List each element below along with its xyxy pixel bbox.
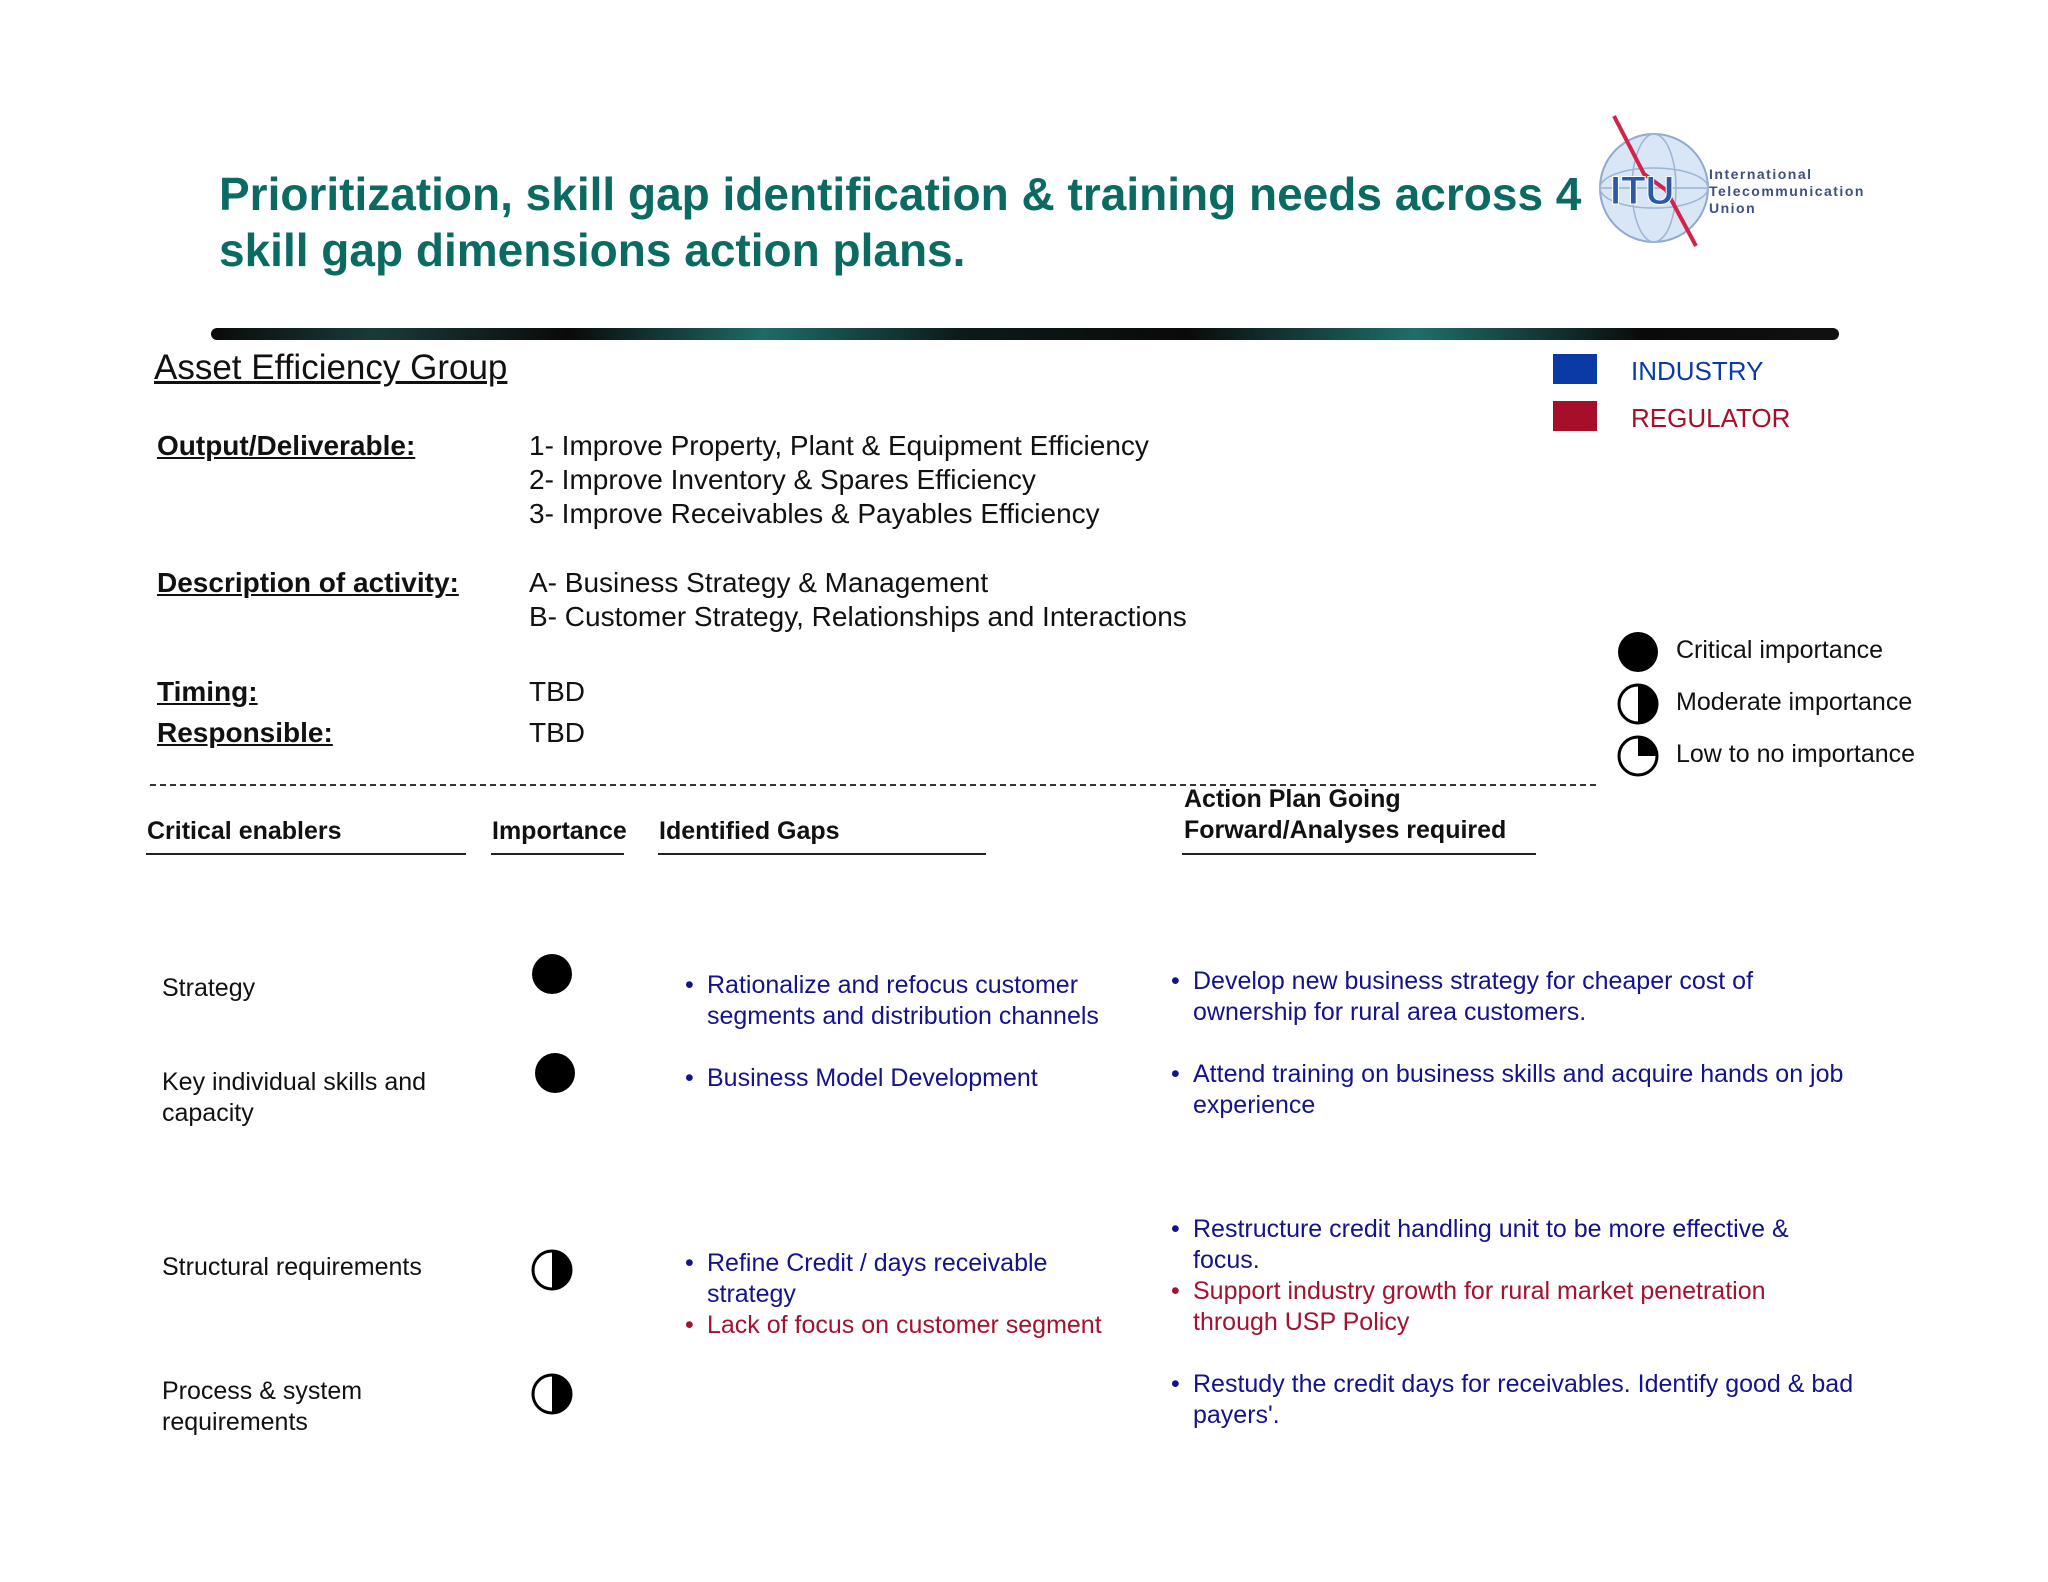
low-importance-label: Low to no importance xyxy=(1676,740,1916,768)
enabler-strategy xyxy=(162,973,255,1004)
action-item: • Attend training on business skills and acquire hands on job experience xyxy=(1171,1060,1844,1119)
gap-item-regulator: • Lack of focus on customer segment xyxy=(685,1311,1102,1339)
enabler-structural xyxy=(162,1252,422,1283)
gap-line: strategy xyxy=(707,1280,796,1308)
header-underline xyxy=(491,853,624,855)
action-line: Attend training on business skills and acquire hands on job xyxy=(1193,1060,1844,1088)
action-line: ownership for rural area customers. xyxy=(1193,998,1587,1026)
enabler-line: capacity xyxy=(162,1099,254,1127)
header-underline xyxy=(1182,853,1536,855)
gap-item: • Business Model Development xyxy=(685,1064,1038,1092)
enabler-key-skills xyxy=(162,1067,426,1129)
enabler-line: Structural requirements xyxy=(162,1253,422,1281)
responsible-label: Responsible: xyxy=(157,717,333,748)
action-item: • Develop new business strategy for cheaper cost of ownership for rural area customers. xyxy=(1171,967,1754,1026)
gap-item: • Rationalize and refocus customer segments and distribution channels xyxy=(685,971,1099,1030)
header-underline xyxy=(146,853,466,855)
action-item: • Restudy the credit days for receivables. Identify good & bad payers'. xyxy=(1171,1370,1854,1429)
action-item: • Restructure credit handling unit to be more effective & focus. xyxy=(1171,1215,1789,1274)
header-action-plan xyxy=(1184,784,1506,846)
critical-importance-label: Critical importance xyxy=(1676,636,1884,664)
critical-importance-icon xyxy=(534,1052,576,1094)
itu-word: Union xyxy=(1709,200,1757,216)
itu-abbr: ITU xyxy=(1610,169,1675,213)
output-label: Output/Deliverable: xyxy=(157,430,416,461)
description-item: A- Business Strategy & Management xyxy=(529,567,989,598)
header-action-plan-line: Forward/Analyses required xyxy=(1184,816,1507,844)
gap-line: Business Model Development xyxy=(707,1064,1038,1092)
gap-line: Refine Credit / days receivable xyxy=(707,1249,1048,1277)
action-line: experience xyxy=(1193,1091,1316,1119)
output-item: 2- Improve Inventory & Spares Efficiency xyxy=(529,464,1036,495)
low-importance-icon xyxy=(1616,734,1660,778)
enabler-line: requirements xyxy=(162,1408,308,1436)
header-underline xyxy=(658,853,986,855)
critical-importance-icon xyxy=(1616,630,1660,674)
page-title xyxy=(219,166,1589,278)
gap-item: • Refine Credit / days receivable strategy xyxy=(685,1249,1048,1308)
action-line: payers'. xyxy=(1193,1401,1280,1429)
action-line: Restructure credit handling unit to be more effective & xyxy=(1193,1215,1789,1243)
enabler-process-system xyxy=(162,1376,362,1438)
gap-line: segments and distribution channels xyxy=(707,1002,1099,1030)
action-line: through USP Policy xyxy=(1193,1308,1410,1336)
enabler-line: Process & system xyxy=(162,1377,363,1405)
page-title-text: Prioritization, skill gap identification & training needs across 4 skill gap dimensions action plans. xyxy=(219,168,1582,276)
industry-legend-swatch xyxy=(1553,354,1597,384)
action-line: Restudy the credit days for receivables. Identify good & bad xyxy=(1193,1370,1854,1398)
critical-importance-icon xyxy=(531,953,573,995)
timing-value: TBD xyxy=(529,676,585,707)
enabler-line: Strategy xyxy=(162,974,256,1002)
moderate-importance-icon xyxy=(1616,682,1660,726)
gap-line: Rationalize and refocus customer xyxy=(707,971,1079,999)
action-line: Develop new business strategy for cheaper cost of xyxy=(1193,967,1754,995)
regulator-legend-label: REGULATOR xyxy=(1631,403,1791,433)
itu-word: Telecommunication xyxy=(1709,183,1865,199)
action-item-regulator: • Support industry growth for rural market penetration through USP Policy xyxy=(1171,1277,1766,1336)
timing-label: Timing: xyxy=(157,676,258,707)
output-item: 1- Improve Property, Plant & Equipment Efficiency xyxy=(529,430,1149,461)
description-values xyxy=(529,566,1187,634)
moderate-importance-label: Moderate importance xyxy=(1676,688,1913,716)
group-title: Asset Efficiency Group xyxy=(154,348,508,387)
enabler-line: Key individual skills and xyxy=(162,1068,427,1096)
action-line: focus. xyxy=(1193,1246,1260,1274)
header-identified-gaps: Identified Gaps xyxy=(659,817,840,845)
header-action-plan-line: Action Plan Going xyxy=(1184,785,1401,813)
header-critical-enablers: Critical enablers xyxy=(147,817,342,845)
action-line: Support industry growth for rural market penetration xyxy=(1193,1277,1766,1305)
gap-line: Lack of focus on customer segment xyxy=(707,1311,1102,1339)
output-item: 3- Improve Receivables & Payables Efficiency xyxy=(529,498,1100,529)
moderate-importance-icon xyxy=(530,1248,574,1292)
description-label: Description of activity: xyxy=(157,567,459,598)
itu-word: International xyxy=(1709,166,1813,182)
responsible-value: TBD xyxy=(529,717,585,748)
output-values xyxy=(529,429,1149,531)
title-divider xyxy=(211,328,1839,340)
industry-legend-label: INDUSTRY xyxy=(1631,356,1764,386)
moderate-importance-icon xyxy=(530,1372,574,1416)
header-importance: Importance xyxy=(492,817,627,845)
itu-logo-words xyxy=(1709,166,1865,217)
description-item: B- Customer Strategy, Relationships and Interactions xyxy=(529,601,1187,632)
regulator-legend-swatch xyxy=(1553,401,1597,431)
